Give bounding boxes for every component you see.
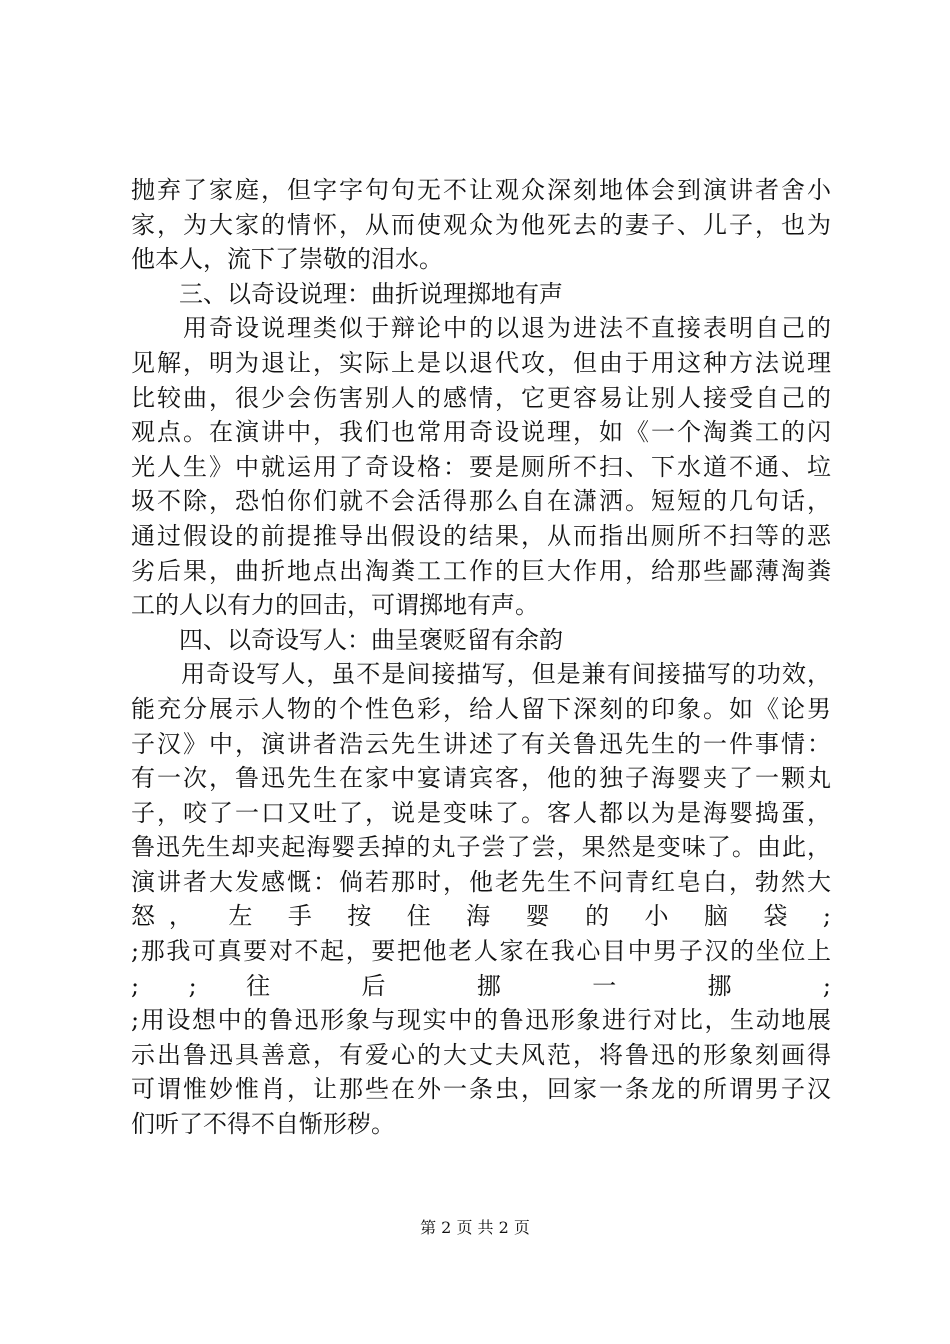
text-line: 他本人，流下了崇敬的泪水。 [131, 245, 443, 274]
text-line: ; ; 往 后 挪 一 挪 ; [131, 971, 831, 1000]
document-body [131, 173, 831, 1142]
text-line: 工的人以有力的回击，可谓掷地有声。 [131, 591, 539, 620]
section-heading: 四、以奇设写人：曲呈褒贬留有余韵 [131, 625, 563, 654]
text-line: 子汉》中，演讲者浩云先生讲述了有关鲁迅先生的一件事情： [131, 729, 831, 758]
text-line: 见解，明为退让，实际上是以退代攻，但由于用这种方法说理 [131, 348, 831, 377]
text-line: 有一次，鲁迅先生在家中宴请宾客，他的独子海婴夹了一颗丸 [131, 764, 831, 793]
text-line: 演讲者大发感慨：倘若那时，他老先生不问青红皂白，勃然大 [131, 867, 831, 896]
text-line: 可谓惟妙惟肖，让那些在外一条虫，回家一条龙的所谓男子汉 [131, 1075, 831, 1104]
text-line: 抛弃了家庭，但字字句句无不让观众深刻地体会到演讲者舍小 [131, 176, 831, 204]
text-line: ;用设想中的鲁迅形象与现实中的鲁迅形象进行对比，生动地展 [131, 1006, 831, 1035]
text-line: 比较曲，很少会伤害别人的感情，它更容易让别人接受自己的 [131, 383, 831, 412]
text-line: 们听了不得不自惭形秽。 [131, 1110, 395, 1139]
text-line: ;那我可真要对不起，要把他老人家在我心目中男子汉的坐位上 [131, 937, 831, 966]
section-heading: 三、以奇设说理：曲折说理掷地有声 [131, 279, 563, 308]
text-line: 家，为大家的情怀，从而使观众为他死去的妻子、儿子，也为 [131, 210, 831, 239]
text-line: 能充分展示人物的个性色彩，给人留下深刻的印象。如《论男 [131, 694, 831, 723]
text-line: 用奇设写人，虽不是间接描写，但是兼有间接描写的功效， [131, 660, 831, 689]
text-line: 光人生》中就运用了奇设格：要是厕所不扫、下水道不通、垃 [131, 452, 831, 481]
text-line: 圾不除，恐怕你们就不会活得那么自在潇洒。短短的几句话， [131, 487, 831, 516]
text-line: 通过假设的前提推导出假设的结果，从而指出厕所不扫等的恶 [131, 521, 831, 550]
text-line: 劣后果，曲折地点出淘粪工工作的巨大作用，给那些鄙薄淘粪 [131, 556, 831, 585]
text-line: 子，咬了一口又吐了，说是变味了。客人都以为是海婴捣蛋， [131, 798, 831, 827]
text-line: 用奇设说理类似于辩论中的以退为进法不直接表明自己的 [131, 314, 831, 343]
page-footer: 第 2 页 共 2 页 [420, 1218, 530, 1237]
text-line: 鲁迅先生却夹起海婴丢掉的丸子尝了尝，果然是变味了。由此， [131, 833, 831, 862]
text-line: 观点。在演讲中，我们也常用奇设说理，如《一个淘粪工的闪 [131, 418, 831, 447]
text-line: 怒， 左 手 按 住 海 婴 的 小 脑 袋 ; [131, 902, 831, 931]
text-line: 示出鲁迅具善意，有爱心的大丈夫风范，将鲁迅的形象刻画得 [131, 1040, 831, 1069]
